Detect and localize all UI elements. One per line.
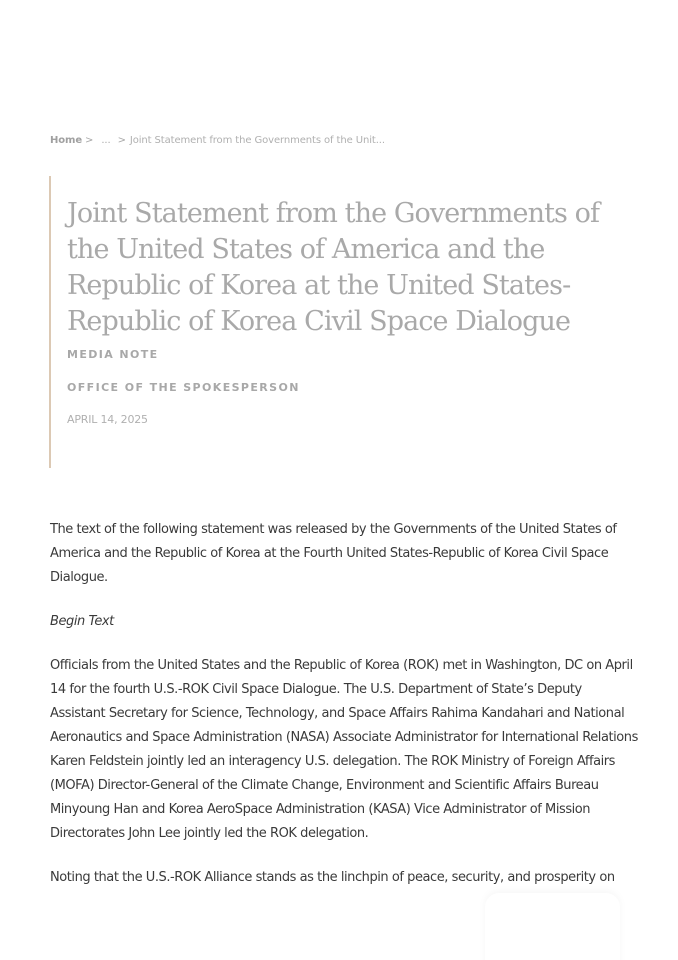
breadcrumb-separator: > — [85, 135, 94, 146]
breadcrumb-home-link[interactable]: Home — [50, 135, 83, 146]
floating-widget[interactable] — [485, 893, 620, 960]
breadcrumb-ellipsis[interactable]: ... — [101, 135, 111, 146]
article-type: MEDIA NOTE — [67, 348, 159, 361]
article-body — [50, 518, 640, 910]
paragraph-officials: Officials from the United States and the Republic of Korea (ROK) met in Washington, DC on April 14 for the fourth U.S.-ROK Civil Space Dialogue. The U.S. Department of State’s Deputy Assistant Secretary for Science, Technology, and Space Affairs Rahima Kandahari and National Aeronautics and Space Administration (NASA) Associate Administrator for International Relations Karen Feldstein jointly led an interagency U.S. delegation. The ROK Ministry of Foreign Affairs (MOFA) Director-General of the Climate Change, Environment and Scientific Affairs Bureau Minyoung Han and Korea AeroSpace Administration (KASA) Vice Administrator of Mission Directorates John Lee jointly led the ROK delegation. — [50, 658, 638, 841]
article-date: APRIL 14, 2025 — [67, 413, 148, 426]
paragraph-intro: The text of the following statement was released by the Governments of the United States of America and the Republic of Korea at the Fourth United States-Republic of Korea Civil Space Dialogue. — [50, 522, 617, 585]
breadcrumb — [50, 135, 385, 146]
article-header — [49, 176, 629, 468]
breadcrumb-separator: > — [117, 135, 126, 146]
breadcrumb-current: Joint Statement from the Governments of the Unit... — [129, 135, 385, 146]
paragraph-alliance: Noting that the U.S.-ROK Alliance stands as the linchpin of peace, security, and prosperity on — [50, 870, 615, 885]
article-office: OFFICE OF THE SPOKESPERSON — [67, 381, 300, 394]
paragraph-begin-text: Begin Text — [50, 614, 114, 629]
page-title: Joint Statement from the Governments of the United States of America and the Republic of Korea at the United States-Republic of Korea Civil Space Dialogue — [67, 198, 600, 337]
